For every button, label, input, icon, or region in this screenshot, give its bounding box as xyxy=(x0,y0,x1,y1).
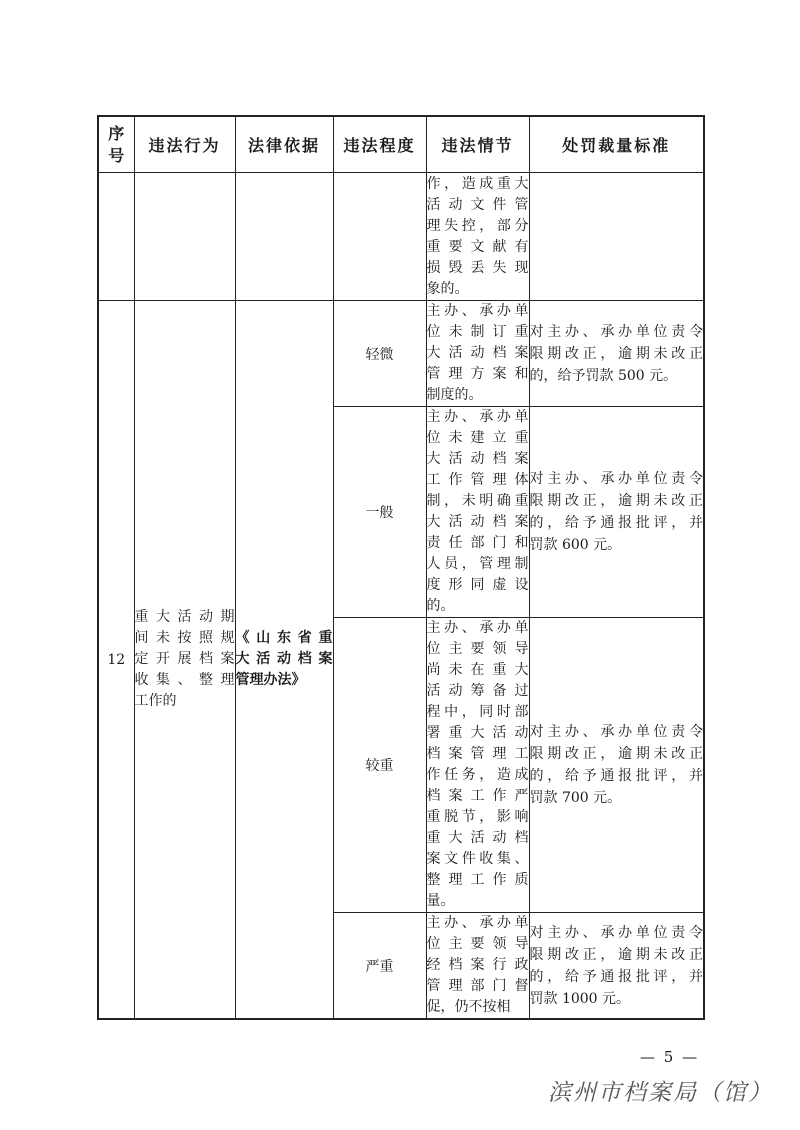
cell-line: 档案管理工 xyxy=(426,746,529,762)
cell-line: 重大活动档 xyxy=(426,830,529,846)
cell-line: 档案工作严 xyxy=(426,788,529,804)
header-act: 违法行为 xyxy=(134,116,235,173)
cell-line: 位未制订重 xyxy=(426,324,529,340)
continued-act xyxy=(134,173,235,301)
cell-line: 对主办、承办单位责令 xyxy=(529,323,703,340)
cell-line: 作任务，造成 xyxy=(426,767,529,783)
degree-cell: 一般 xyxy=(333,407,426,618)
cell-line: 作，造成重大 xyxy=(426,175,529,192)
cell-line: 位主要领导 xyxy=(426,936,529,952)
cell-line: 活动筹备过 xyxy=(426,683,529,699)
continued-law xyxy=(235,173,333,301)
circumstance-cell xyxy=(426,301,529,407)
cell-line: 对主办、承办单位责令 xyxy=(529,724,703,740)
cell-line: 度形同虚设 xyxy=(426,577,529,593)
cell-line: 署重大活动 xyxy=(426,725,529,741)
cell-line: 的，给予通报批评，并 xyxy=(529,515,703,531)
cell-line: 理失控，部分 xyxy=(426,217,529,234)
row-12-act xyxy=(134,301,235,1020)
cell-line: 整理工作质 xyxy=(426,872,529,888)
cell-line: 工作的 xyxy=(134,693,177,709)
cell-line: 重脱节，影响 xyxy=(426,809,529,825)
cell-line: 促，仍不按相 xyxy=(426,999,511,1015)
cell-line: 限期改正，逾期未改正 xyxy=(529,345,703,362)
cell-line: 大活动档案 xyxy=(235,651,333,667)
circumstance-cell xyxy=(426,913,529,1020)
cell-line: 大活动档案 xyxy=(426,345,529,361)
cell-line: 量。 xyxy=(426,893,455,909)
cell-line: 位未建立重 xyxy=(426,430,529,446)
header-law: 法律依据 xyxy=(235,116,333,173)
circumstance-cell xyxy=(426,618,529,913)
cell-line: 损毁丢失现 xyxy=(426,259,529,276)
cell-line: 罚款 700 元。 xyxy=(529,790,622,806)
cell-line: 大活动档案 xyxy=(426,451,529,467)
cell-line: 主办、承办单 xyxy=(426,915,529,931)
cell-line: 的。 xyxy=(426,598,455,614)
cell-line: 重大活动期 xyxy=(134,609,235,625)
continued-degree xyxy=(333,173,426,301)
cell-line: 象的。 xyxy=(426,280,469,297)
cell-line: 人员，管理制 xyxy=(426,556,529,572)
cell-line: 管理方案和 xyxy=(426,366,529,382)
cell-line: 主办、承办单 xyxy=(426,303,529,319)
row-12-level-1 xyxy=(98,301,704,407)
cell-line: 罚款 1000 元。 xyxy=(529,990,631,1007)
cell-line: 案文件收集、 xyxy=(426,851,529,867)
continued-circumstance xyxy=(426,173,529,301)
cell-line: 责任部门和 xyxy=(426,535,529,551)
cell-line: 的，给予罚款 500 元。 xyxy=(529,367,678,384)
cell-line: 位主要领导 xyxy=(426,641,529,657)
cell-line: 主办、承办单 xyxy=(426,620,529,636)
continued-seq xyxy=(98,173,134,301)
cell-line: 收集、整理 xyxy=(134,672,235,688)
cell-line: 的，给予通报批评，并 xyxy=(529,768,703,784)
row-12-law xyxy=(235,301,333,1020)
header-seq: 序 号 xyxy=(98,116,134,173)
degree-cell: 严重 xyxy=(333,913,426,1020)
standard-cell xyxy=(529,407,704,618)
page-number: — 5 — xyxy=(640,1048,700,1066)
cell-line: 大活动档案 xyxy=(426,514,529,530)
cell-line: 对主办、承办单位责令 xyxy=(529,471,703,487)
cell-line: 管理办法》 xyxy=(235,672,306,688)
continued-standard xyxy=(529,173,704,301)
cell-line: 《山东省重 xyxy=(235,630,333,646)
row-12-seq: 12 xyxy=(98,301,134,1020)
cell-line: 重要文献有 xyxy=(426,238,529,255)
cell-line: 定开展档案 xyxy=(134,651,235,667)
cell-line: 罚款 600 元。 xyxy=(529,537,622,553)
cell-line: 限期改正，逾期未改正 xyxy=(529,946,703,963)
standard-cell xyxy=(529,618,704,913)
header-degree: 违法程度 xyxy=(333,116,426,173)
cell-line: 的，给予通报批评，并 xyxy=(529,968,703,985)
cell-line: 活动文件管 xyxy=(426,196,529,213)
degree-cell: 轻微 xyxy=(333,301,426,407)
header-row xyxy=(98,116,704,173)
watermark-text: 滨州市档案局（馆） xyxy=(548,1080,773,1106)
standard-cell xyxy=(529,913,704,1020)
cell-line: 工作管理体 xyxy=(426,472,529,488)
cell-line: 限期改正，逾期未改正 xyxy=(529,746,703,762)
cell-line: 程中，同时部 xyxy=(426,704,529,720)
cell-line: 限期改正，逾期未改正 xyxy=(529,493,703,509)
degree-cell: 较重 xyxy=(333,618,426,913)
standard-cell xyxy=(529,301,704,407)
cell-line: 经档案行政 xyxy=(426,957,529,973)
cell-line: 制度的。 xyxy=(426,387,483,403)
penalty-table xyxy=(97,115,705,1020)
cell-line: 制，未明确重 xyxy=(426,493,529,509)
cell-line: 对主办、承办单位责令 xyxy=(529,924,703,941)
header-circumstance: 违法情节 xyxy=(426,116,529,173)
continued-row xyxy=(98,173,704,301)
cell-line: 主办、承办单 xyxy=(426,409,529,425)
cell-line: 管理部门督 xyxy=(426,978,529,994)
circumstance-cell xyxy=(426,407,529,618)
cell-line: 尚未在重大 xyxy=(426,662,529,678)
header-standard: 处罚裁量标准 xyxy=(529,116,704,173)
cell-line: 间未按照规 xyxy=(134,630,235,646)
